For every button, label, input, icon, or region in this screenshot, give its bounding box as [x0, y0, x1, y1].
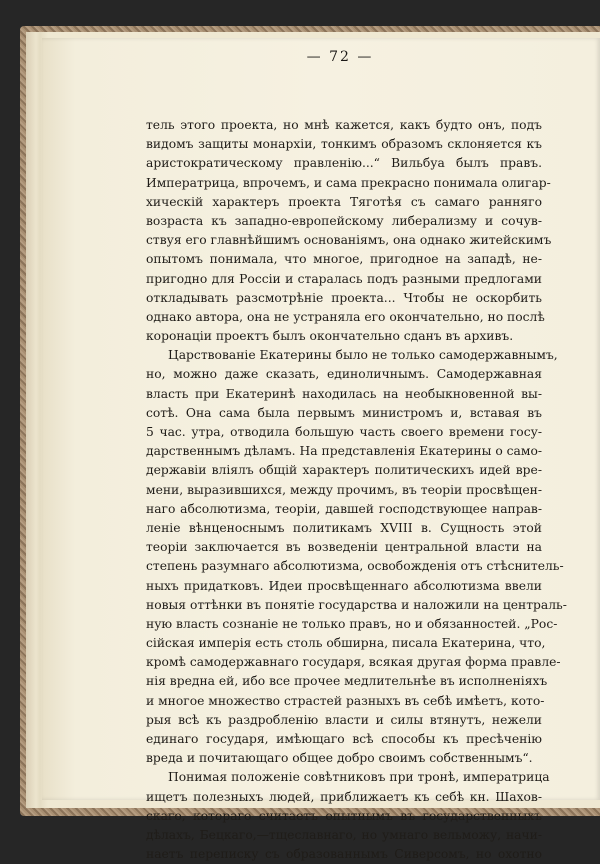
text-line: степень разумнаго абсолютизма, освобожденія отъ стѣснитель-: [146, 559, 564, 574]
text-line: ствуя его главнѣйшимъ основаніямъ, она однако житейскимъ: [146, 233, 552, 248]
text-line: новыя оттѣнки въ понятіе государства и наложили на централь-: [146, 597, 567, 612]
text-line: однако автора, она не устраняла его окончательно, но послѣ: [146, 309, 545, 324]
text-line: аристократическому правленію...“ Вильбуа былъ правъ.: [146, 156, 542, 171]
text-line: теоріи заключается въ возведеніи центральной власти на: [146, 540, 542, 555]
text-line: коронаціи проектъ былъ окончательно сданъ въ архивъ.: [146, 329, 514, 344]
text-line: и многое множество страстей разныхъ въ себѣ имѣетъ, кото-: [146, 693, 545, 708]
body-text: [146, 116, 567, 864]
text-line: наго абсолютизма, теоріи, давшей господствующее направ-: [146, 501, 542, 516]
text-line: державіи вліялъ общій характеръ политическихъ идей вре-: [146, 463, 542, 478]
text-line: дарственнымъ дѣламъ. На представленія Екатерины о само-: [146, 444, 542, 459]
text-line: нія вредна ей, ибо все прочее медлительнѣе въ исполненіяхъ: [146, 674, 548, 689]
text-line: возраста къ западно-европейскому либерализму и сочув-: [146, 213, 542, 228]
page-number: — 72 —: [306, 49, 374, 65]
text-line: мени, выразившихся, между прочимъ, въ теоріи просвѣщен-: [146, 482, 542, 497]
text-line: сотѣ. Она сама была первымъ министромъ и, вставая въ: [146, 405, 542, 420]
text-line: скаго, котораго считаетъ опытнымъ въ государственныхъ: [146, 808, 542, 823]
text-line: единаго государя, имѣющаго всѣ способы къ пресѣченію: [146, 732, 542, 746]
text-line: видомъ защиты монархіи, тонкимъ образомъ склоняется къ: [146, 137, 542, 152]
text-line: хическій характеръ проекта Тяготѣя съ самаго ранняго: [146, 194, 542, 209]
text-line: дѣлахъ, Бецкаго,—тщеславнаго, но умнаго вельможу, начи-: [146, 827, 542, 842]
text-line: Императрица, впрочемъ, и сама прекрасно понимала олигар-: [146, 175, 551, 190]
text-line: опытомъ понимала, что многое, пригодное на западѣ, не-: [146, 252, 542, 267]
paragraph-2: [146, 346, 567, 768]
text-line: кромѣ самодержавнаго государя, всякая другая форма правле-: [146, 655, 561, 670]
paragraph-3: [146, 768, 550, 864]
paragraph-1: [146, 116, 552, 346]
text-line: пригодно для Россіи и старалась подъ разными предлогами: [146, 271, 542, 286]
text-line: Царствованіе Екатерины было не только самодержавнымъ,: [168, 348, 558, 363]
text-line: откладывать разсмотрѣніе проекта... Чтобы не оскорбить: [146, 290, 542, 305]
text-line: ищетъ полезныхъ людей, приближаетъ къ себѣ кн. Шахов-: [146, 789, 542, 804]
text-line: тель этого проекта, но мнѣ кажется, какъ будто онъ, подъ: [146, 118, 542, 132]
text-line: ныхъ придатковъ. Идеи просвѣщеннаго абсолютизма ввели: [146, 578, 542, 593]
text-line: 5 час. утра, отводила большую часть своего времени госу-: [146, 425, 542, 439]
text-line: вреда и почитающаго общее добро своимъ собственнымъ“.: [146, 751, 533, 766]
text-line: Понимая положеніе совѣтниковъ при тронѣ, императрица: [168, 770, 550, 785]
text-line: власть при Екатеринѣ находилась на необыкновенной вы-: [146, 386, 542, 401]
text-line: рыя всѣ къ раздробленію власти и силы втянутъ, нежели: [146, 712, 542, 727]
text-line: наетъ переписку съ образованнымъ Сиверсомъ, но охотно: [146, 847, 542, 862]
text-line: сійская имперія есть столь обширна, писала Екатерина, что,: [146, 636, 546, 651]
text-line: леніе вѣнценоснымъ политикамъ XVIII в. Сущность этой: [146, 520, 542, 535]
text-line: ную власть сознаніе не только правъ, но и обязанностей. „Рос-: [146, 616, 558, 631]
text-line: но, можно даже сказать, единоличнымъ. Самодержавная: [146, 367, 542, 382]
